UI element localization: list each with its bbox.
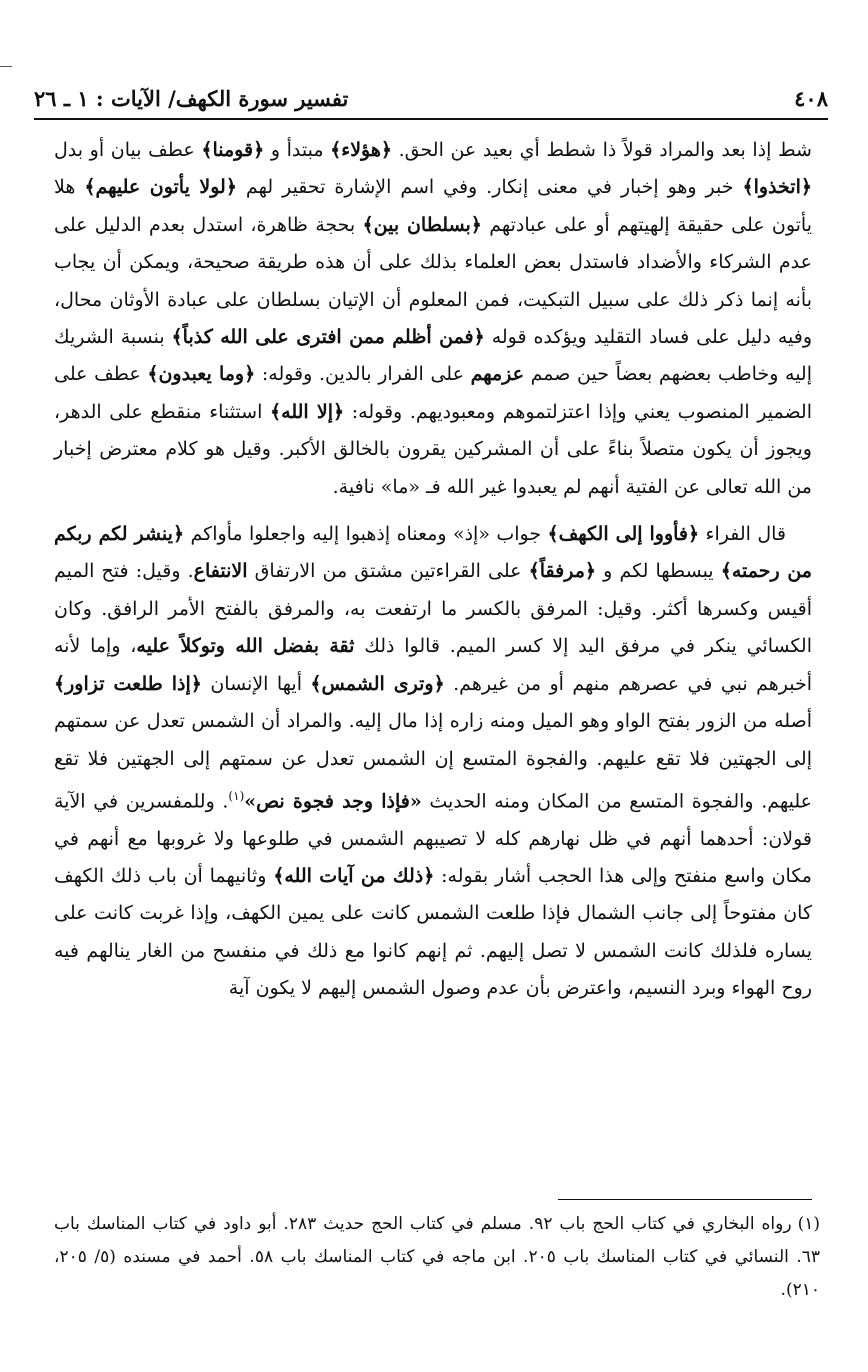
quoted-phrase: ﴿إذا طلعت تزاور﴾	[54, 672, 202, 695]
text-run: بحجة ظاهرة، استدل بعدم الدليل على عدم الشركاء والأضداد فاستدل بعض العلماء بذلك على أن هذه طريقة صحيحة، ويمكن أن يجاب بأنه إنما ذكر ذلك على سبيل التبكيت، فمن المعلوم أن الإتيان بسلطان على عبادة الأوثان محال، وفيه دليل على فساد التقليد ويؤكده قوله	[54, 213, 813, 349]
text-run: يبسطها لكم و	[596, 560, 721, 583]
paragraph-1	[54, 132, 812, 506]
text-run: استثناء منقطع على الدهر، ويجوز أن يكون متصلاً بناءً على أن المشركين يقرون بالخالق الأكبر. وقيل هو كلام معترض إخبار من الله تعالى عن الفتية أنهم لم يعبدوا غير الله فـ «ما» نافية.	[54, 400, 812, 498]
quoted-phrase: ﴿هؤلاء﴾	[330, 139, 393, 161]
text-run: هلا يأتون على حقيقة إلهيتهم أو على عبادتهم	[54, 176, 812, 236]
scan-edge-mark	[0, 66, 12, 67]
quoted-phrase: «فإذا وجد فجوة نص»	[244, 790, 422, 813]
quoted-phrase: ﴿إلا الله﴾	[270, 400, 345, 423]
footnote-number: (١)	[797, 1214, 820, 1234]
quoted-phrase: الانتفاع	[193, 560, 248, 583]
header-rule	[34, 118, 828, 120]
quoted-phrase: عزمهم	[470, 363, 524, 386]
quoted-phrase: ﴿اتخذوا﴾	[742, 176, 812, 199]
quoted-phrase: ﴿فمن أظلم ممن افترى على الله كذباً﴾	[171, 326, 485, 349]
text-run: على القراءتين مشتق من الارتفاق	[247, 560, 529, 583]
text-run: وثانيهما أن باب ذلك الكهف كان مفتوحاً إلى جانب الشمال فإذا طلعت الشمس كانت على يمين الكهف، وإذا غربت كانت على يساره فلذلك كانت الشمس لا تصل إليهم. ثم إنهم كانوا مع ذلك في منفسح من الغار ينالهم فيه روح الهواء وبرد النسيم، واعترض بأن عدم وصول الشمس إليهم لا يكون آية	[54, 865, 812, 1000]
page-header	[34, 80, 828, 116]
text-run: . وللمفسرين في الآية قولان: أحدهما أنهم في ظل نهارهم كله لا تصيبهم الشمس في طلوعها ولا غروبها مع أنهم في مكان واسع منفتح وإلى هذا الحجب أشار بقوله:	[54, 790, 812, 888]
text-run: عطف بيان أو بدل	[54, 139, 202, 161]
text-run: ، وإما لأنه أخبرهم نبي في عصرهم منهم أو من غيرهم.	[54, 635, 812, 695]
footnote-ref: (١)	[228, 788, 245, 803]
text-run: . وقيل: فتح الميم أقيس وكسرها أكثر. وقيل: المرفق بالكسر ما ارتفعت به، والمرفق بالفتح الأمر الرافق. وكان الكسائي ينكر في مرفق اليد إلا كسر الميم. قالوا ذلك	[54, 560, 812, 658]
text-run: خبر وهو إخبار في معنى إنكار. وفي اسم الإشارة تحقير لهم	[236, 176, 743, 199]
quoted-phrase: ﴿ذلك من آيات الله﴾	[273, 865, 435, 888]
quoted-phrase: ﴿لولا يأتون عليهم﴾	[84, 176, 237, 199]
text-run: بنسبة الشريك إليه وخاطب بعضهم بعضاً حين صمم	[54, 326, 812, 386]
footnote	[54, 1208, 820, 1307]
quoted-phrase: ﴿فأووا إلى الكهف﴾	[547, 523, 700, 546]
paragraph-2	[54, 516, 812, 1008]
quoted-phrase: ﴿ينشر لكم ربكم من رحمته﴾	[54, 523, 812, 583]
main-text	[54, 132, 812, 1008]
text-run: أيها الإنسان	[201, 672, 311, 695]
text-run: قال الفراء	[699, 523, 786, 546]
quoted-phrase: ﴿وترى الشمس﴾	[310, 672, 445, 695]
text-run: عطف على الضمير المنصوب يعني وإذا اعتزلتموهم ومعبوديهم. وقوله:	[54, 363, 813, 423]
quoted-phrase: ﴿مرفقاً﴾	[528, 560, 597, 583]
quoted-phrase: ﴿قومنا﴾	[201, 139, 265, 161]
footnote-text: رواه البخاري في كتاب الحج باب ٩٢. مسلم في كتاب الحج حديث ٢٨٣. أبو داود في كتاب المناسك باب ٦٣. النسائي في كتاب المناسك باب ٢٠٥. ابن ماجه في كتاب المناسك باب ٥٨. أحمد في مسنده (٥/ ٢٠٥، ٢١٠).	[54, 1214, 821, 1300]
quoted-phrase: ثقة بفضل الله وتوكلاً عليه	[136, 635, 355, 658]
running-title: تفسير سورة الكهف/ الآيات : ١ ـ ٢٦	[34, 85, 349, 111]
text-run: مبتدأ و	[264, 139, 331, 161]
text-run: على الفرار بالدين. وقوله:	[255, 363, 471, 386]
quoted-phrase: ﴿وما يعبدون﴾	[147, 363, 256, 386]
text-run: أصله من الزور بفتح الواو وهو الميل ومنه زاره إذا مال إليه. والمراد أن الشمس تعدل عن سمتهم إلى الجهتين فلا تقع عليهم. والفجوة المتسع إن الشمس تعدل عن سمتهم إلى الجهتين فلا تقع عليهم. والفجوة المتسع من المكان ومنه الحديث	[54, 710, 813, 813]
quoted-phrase: ﴿بسلطان بين﴾	[362, 213, 482, 236]
footnote-rule	[558, 1199, 812, 1200]
text-run: جواب «إذ» ومعناه إذهبوا إليه واجعلوا مأواكم	[184, 523, 548, 546]
page-number: ٤٠٨	[794, 85, 828, 111]
text-run: شط إذا بعد والمراد قولاً ذا شطط أي بعيد عن الحق.	[392, 139, 812, 161]
